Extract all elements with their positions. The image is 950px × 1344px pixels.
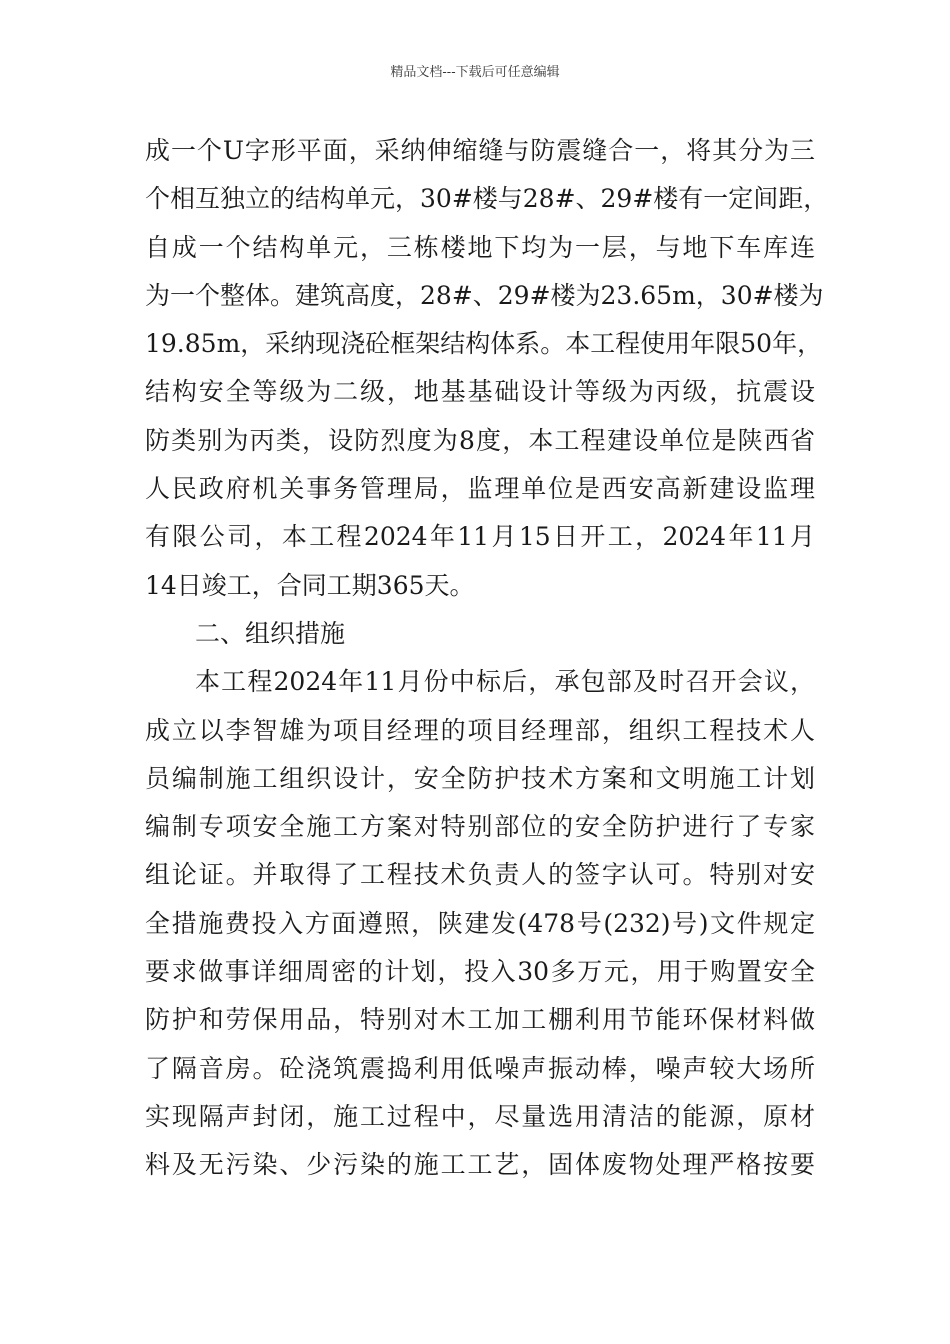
paragraph-line: 本工程2024年11月份中标后，承包部及时召开会议， (195, 667, 815, 697)
paragraph-line: 成一个U字形平面，采纳伸缩缝与防震缝合一，将其分为三 (145, 136, 815, 165)
paragraph-line: 成立以李智雄为项目经理的项目经理部，组织工程技术人 (145, 715, 815, 745)
paragraph-line: 防护和劳保用品，特别对木工加工棚利用节能环保材料做 (145, 1005, 815, 1035)
paragraph-line: 了隔音房。砼浇筑震捣利用低噪声振动棒，噪声较大场所 (145, 1053, 815, 1083)
paragraph-line: 人民政府机关事务管理局，监理单位是西安高新建设监理 (145, 474, 815, 504)
paragraph-line: 防类别为丙类，设防烈度为8度，本工程建设单位是陕西省 (145, 425, 815, 455)
paragraph-line: 料及无污染、少污染的施工工艺，固体废物处理严格按要 (145, 1150, 815, 1180)
paragraph-line: 14日竣工，合同工期365天。 (145, 570, 475, 600)
page-header: 精品文档---下载后可任意编辑 (390, 65, 560, 80)
paragraph-line: 自成一个结构单元，三栋楼地下均为一层，与地下车库连 (145, 232, 815, 262)
section-heading: 二、组织措施 (195, 618, 346, 648)
document-body (145, 127, 829, 1190)
paragraph-line: 个相互独立的结构单元，30#楼与28#、29#楼有一定间距， (145, 184, 829, 214)
paragraph-line: 组论证。并取得了工程技术负责人的签字认可。特别对安 (145, 860, 815, 890)
paragraph-line: 全措施费投入方面遵照，陕建发(478号(232)号)文件规定 (145, 908, 815, 938)
paragraph-line: 员编制施工组织设计，安全防护技术方案和文明施工计划 (145, 763, 815, 793)
paragraph-line: 编制专项安全施工方案对特别部位的安全防护进行了专家 (145, 812, 815, 842)
paragraph-line: 实现隔声封闭，施工过程中，尽量选用清洁的能源，原材 (145, 1101, 815, 1131)
paragraph-line: 要求做事详细周密的计划，投入30多万元，用于购置安全 (145, 957, 815, 987)
paragraph-line: 19.85m，采纳现浇砼框架结构体系。本工程使用年限50年， (145, 329, 823, 359)
paragraph-line: 结构安全等级为二级，地基基础设计等级为丙级，抗震设 (145, 377, 815, 407)
paragraph-line: 为一个整体。建筑高度，28#、29#楼为23.65m，30#楼为 (145, 280, 824, 310)
paragraph-line: 有限公司，本工程2024年11月15日开工，2024年11月 (145, 522, 815, 552)
